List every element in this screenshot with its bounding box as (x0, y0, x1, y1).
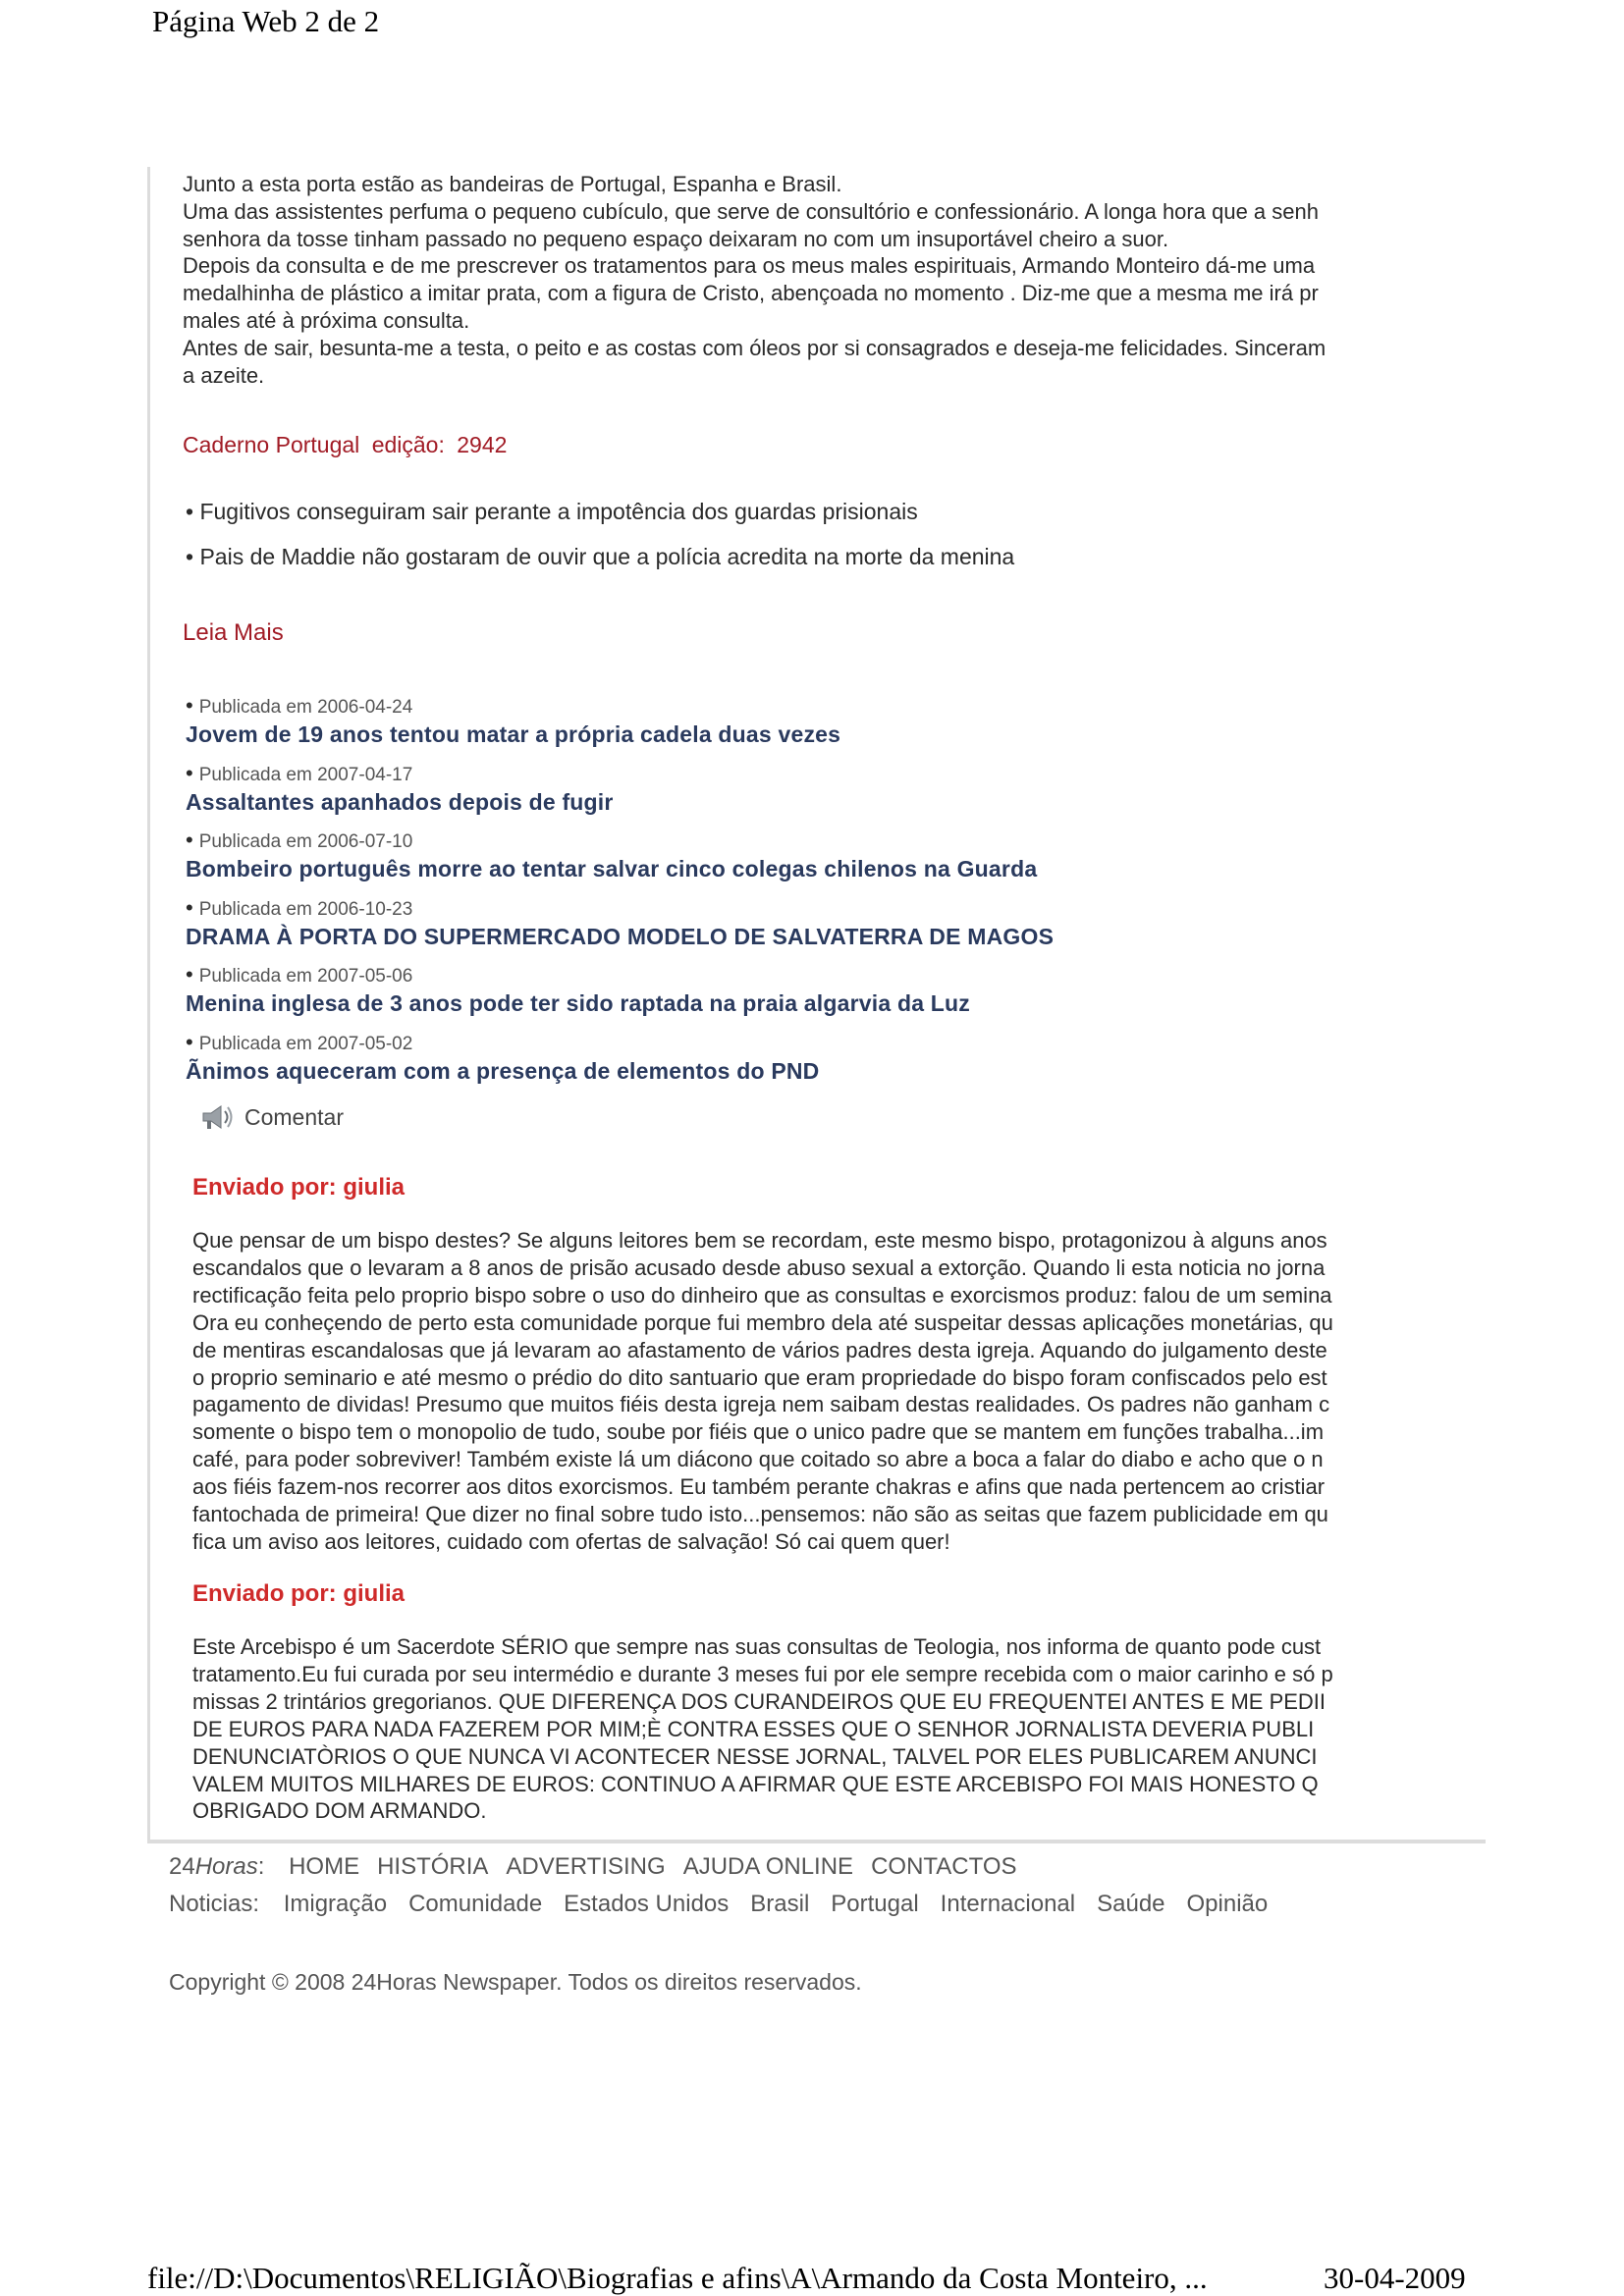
article-line: Junto a esta porta estão as bandeiras de Portugal, Espanha e Brasil. (183, 172, 842, 196)
footer-brand-number: 24 (169, 1853, 195, 1880)
comment-line: OBRIGADO DOM ARMANDO. (192, 1798, 487, 1824)
categories-label: Noticias: (169, 1891, 260, 1917)
footer-category-link[interactable]: Estados Unidos (564, 1891, 730, 1917)
related-article (186, 827, 1462, 894)
related-article (186, 760, 1462, 828)
related-date: Publicada em 2007-04-17 (198, 764, 413, 785)
site-footer (169, 1848, 1289, 1923)
footer-categories (169, 1886, 1289, 1923)
comment-line: DENUNCIATÒRIOS O QUE NUNCA VI ACONTECER NESSE JORNAL, TALVEL POR ELES PUBLICAREM ANUNCI (192, 1743, 1318, 1769)
related-article (186, 894, 1462, 962)
headline-list (186, 499, 1014, 589)
related-title-link[interactable]: Assaltantes apanhados depois de fugir (186, 788, 614, 815)
footer-nav-link[interactable]: HISTÓRIA (377, 1853, 489, 1880)
bullet-icon: • (186, 499, 200, 524)
related-date: Publicada em 2007-05-02 (198, 1033, 413, 1054)
comment-body (192, 1633, 1486, 1825)
footer-category-link[interactable]: Brasil (750, 1891, 810, 1917)
comment-line: fantochada de primeira! Que dizer no final sobre tudo isto...pensemos: não são as seitas que fazem publicidade em qu (192, 1502, 1328, 1527)
article-line: Antes de sair, besunta-me a testa, o peito e as costas com óleos por si consagrados e deseja-me felicidades. Sinceram (183, 335, 1326, 360)
megaphone-icon (199, 1102, 235, 1132)
comment-author: Enviado por: giulia (192, 1174, 406, 1201)
related-article (186, 1029, 1462, 1096)
comment-line: missas 2 trintários gregorianos. QUE DIFERENÇA DOS CURANDEIROS QUE EU FREQUENTEI ANTES E ME PEDII (192, 1688, 1326, 1714)
footer-brand (169, 1853, 264, 1880)
print-footer (147, 2261, 1492, 2296)
footer-nav-link[interactable]: HOME (289, 1853, 360, 1880)
content-frame (147, 167, 1486, 1843)
footer-nav-link[interactable]: AJUDA ONLINE (682, 1853, 854, 1880)
print-footer-path: file://D:\Documentos\RELIGIÃO\Biografias e afins\A\Armando da Costa Monteiro, ... (147, 2261, 1208, 2295)
comment-line: rectificação feita pelo proprio bispo sobre o uso do dinheiro que as consultas e exorcismos produz: falou de um semina (192, 1282, 1332, 1308)
related-date: Publicada em 2006-07-10 (198, 831, 413, 853)
comment-line: Este Arcebispo é um Sacerdote SÉRIO que sempre nas suas consultas de Teologia, nos informa de quanto pode cust (192, 1634, 1322, 1659)
comment-line: de mentiras escandalosas que já levaram ao afastamento de vários padres desta igreja. Aquando do julgamento deste (192, 1337, 1327, 1362)
bullet-icon: • (186, 828, 193, 853)
print-header-title: Página Web 2 de 2 (152, 4, 380, 38)
related-articles-list (186, 692, 1462, 1096)
footer-nav-link[interactable]: CONTACTOS (871, 1853, 1017, 1880)
article-line: senhora da tosse tinham passado no pequeno espaço deixaram no com um insuportável cheiro a suor. (183, 226, 1169, 251)
caderno-edition-number: 2942 (457, 432, 508, 457)
headline-item[interactable] (186, 544, 1014, 589)
bullet-icon: • (186, 1029, 193, 1054)
related-date-row (186, 1029, 1462, 1056)
comment-line: fica um aviso aos leitores, cuidado com ofertas de salvação! Só cai quem quer! (192, 1528, 950, 1554)
bullet-icon: • (186, 693, 193, 718)
footer-category-link[interactable]: Imigração (283, 1891, 388, 1917)
related-article (186, 692, 1462, 760)
comment-line: Que pensar de um bispo destes? Se alguns leitores bem se recordam, este mesmo bispo, protagonizou à alguns anos (192, 1228, 1327, 1253)
bullet-icon: • (186, 894, 193, 920)
footer-category-link[interactable]: Internacional (940, 1891, 1076, 1917)
related-date-row (186, 692, 1462, 720)
article-line: medalhinha de plástico a imitar prata, com a figura de Cristo, abençoada no momento . Diz-me que a mesma me irá pr (183, 281, 1319, 306)
article-line: Uma das assistentes perfuma o pequeno cubículo, que serve de consultório e confessionário. A longa hora que a senh (183, 198, 1319, 224)
print-footer-date: 30-04-2009 (1324, 2261, 1466, 2295)
related-title-link[interactable]: DRAMA À PORTA DO SUPERMERCADO MODELO DE SALVATERRA DE MAGOS (186, 923, 1055, 949)
headline-item[interactable] (186, 499, 1014, 544)
related-date: Publicada em 2007-05-06 (198, 966, 413, 988)
related-title-link[interactable]: Jovem de 19 anos tentou matar a própria cadela duas vezes (186, 721, 841, 747)
comment-line: Ora eu conheçendo de perto esta comunidade porque fui membro dela até suspeitar dessas aplicações monetárias, qu (192, 1309, 1333, 1335)
footer-nav (169, 1848, 1289, 1886)
related-date: Publicada em 2006-04-24 (198, 697, 413, 718)
bullet-icon: • (186, 544, 200, 569)
comment-line: pagamento de dividas! Presumo que muitos fiéis desta igreja nem saibam destas realidades. Os padres não ganham c (192, 1392, 1330, 1417)
caderno-edition-label: edição: (371, 432, 445, 457)
comment-line: o proprio seminario e até mesmo o prédio do dito santuario que eram propriedade do bispo foram confiscados pelo est (192, 1364, 1327, 1390)
bullet-icon: • (186, 760, 193, 785)
related-date: Publicada em 2006-10-23 (198, 898, 413, 920)
comment-line: aos fiéis fazem-nos recorrer aos ditos exorcismos. Eu também perante chakras e afins que nada pertencem ao cristiar (192, 1474, 1326, 1500)
comment-body (192, 1227, 1486, 1556)
footer-category-link[interactable]: Opinião (1186, 1891, 1269, 1917)
article-body (183, 171, 1486, 389)
footer-brand-word: Horas (194, 1853, 258, 1880)
article-line: Depois da consulta e de me prescrever os tratamentos para os meus males espirituais, Armando Monteiro dá-me uma (183, 253, 1316, 279)
headline-link[interactable]: Fugitivos conseguiram sair perante a impotência dos guardas prisionais (199, 499, 918, 524)
related-date-row (186, 760, 1462, 787)
related-date-row (186, 827, 1462, 854)
related-article (186, 961, 1462, 1029)
footer-category-link[interactable]: Comunidade (408, 1891, 543, 1917)
related-date-row (186, 894, 1462, 922)
footer-category-link[interactable]: Saúde (1097, 1891, 1165, 1917)
comment-line: somente o bispo tem o monopolio de tudo, soube por fiéis que o unico padre que se mantem em funções trabalha...im (192, 1419, 1325, 1445)
footer-brand-colon: : (257, 1853, 265, 1880)
article-line: males até à próxima consulta. (183, 307, 470, 333)
comment-author: Enviado por: giulia (192, 1580, 406, 1607)
comment-line: VALEM MUITOS MILHARES DE EUROS: CONTINUO A AFIRMAR QUE ESTE ARCEBISPO FOI MAIS HONESTO Q (192, 1771, 1319, 1796)
comentar-label: Comentar (244, 1103, 344, 1130)
caderno-label: Caderno Portugal (183, 432, 360, 457)
headline-link[interactable]: Pais de Maddie não gostaram de ouvir que a polícia acredita na morte da menina (199, 544, 1015, 569)
footer-nav-link[interactable]: ADVERTISING (506, 1853, 666, 1880)
comment-line: DE EUROS PARA NADA FAZEREM POR MIM;È CONTRA ESSES QUE O SENHOR JORNALISTA DEVERIA PUBLI (192, 1716, 1315, 1741)
leia-mais-heading: Leia Mais (183, 619, 284, 646)
comment-line: escandalos que o levaram a 8 anos de prisão acusado desde abuso sexual a extorção. Quando li esta noticia no jorna (192, 1255, 1326, 1280)
article-line: a azeite. (183, 362, 265, 388)
comment-line: café, para poder sobreviver! Também existe lá um diácono que coitado so abre a boca a falar do diabo e acho que o n (192, 1447, 1324, 1472)
footer-category-link[interactable]: Portugal (831, 1891, 919, 1917)
copyright: Copyright © 2008 24Horas Newspaper. Todos os direitos reservados. (169, 1969, 862, 1995)
comment-line: tratamento.Eu fui curada por seu intermédio e durante 3 meses fui por ele sempre recebida com o maior carinho e só p (192, 1661, 1333, 1686)
related-title-link[interactable]: Bombeiro português morre ao tentar salvar cinco colegas chilenos na Guarda (186, 856, 1038, 882)
comentar-button[interactable] (199, 1102, 344, 1132)
caderno-heading (183, 432, 513, 458)
related-title-link[interactable]: Ãnimos aqueceram com a presença de elementos do PND (186, 1057, 820, 1084)
bullet-icon: • (186, 962, 193, 988)
related-title-link[interactable]: Menina inglesa de 3 anos pode ter sido raptada na praia algarvia da Luz (186, 990, 970, 1017)
related-date-row (186, 961, 1462, 988)
